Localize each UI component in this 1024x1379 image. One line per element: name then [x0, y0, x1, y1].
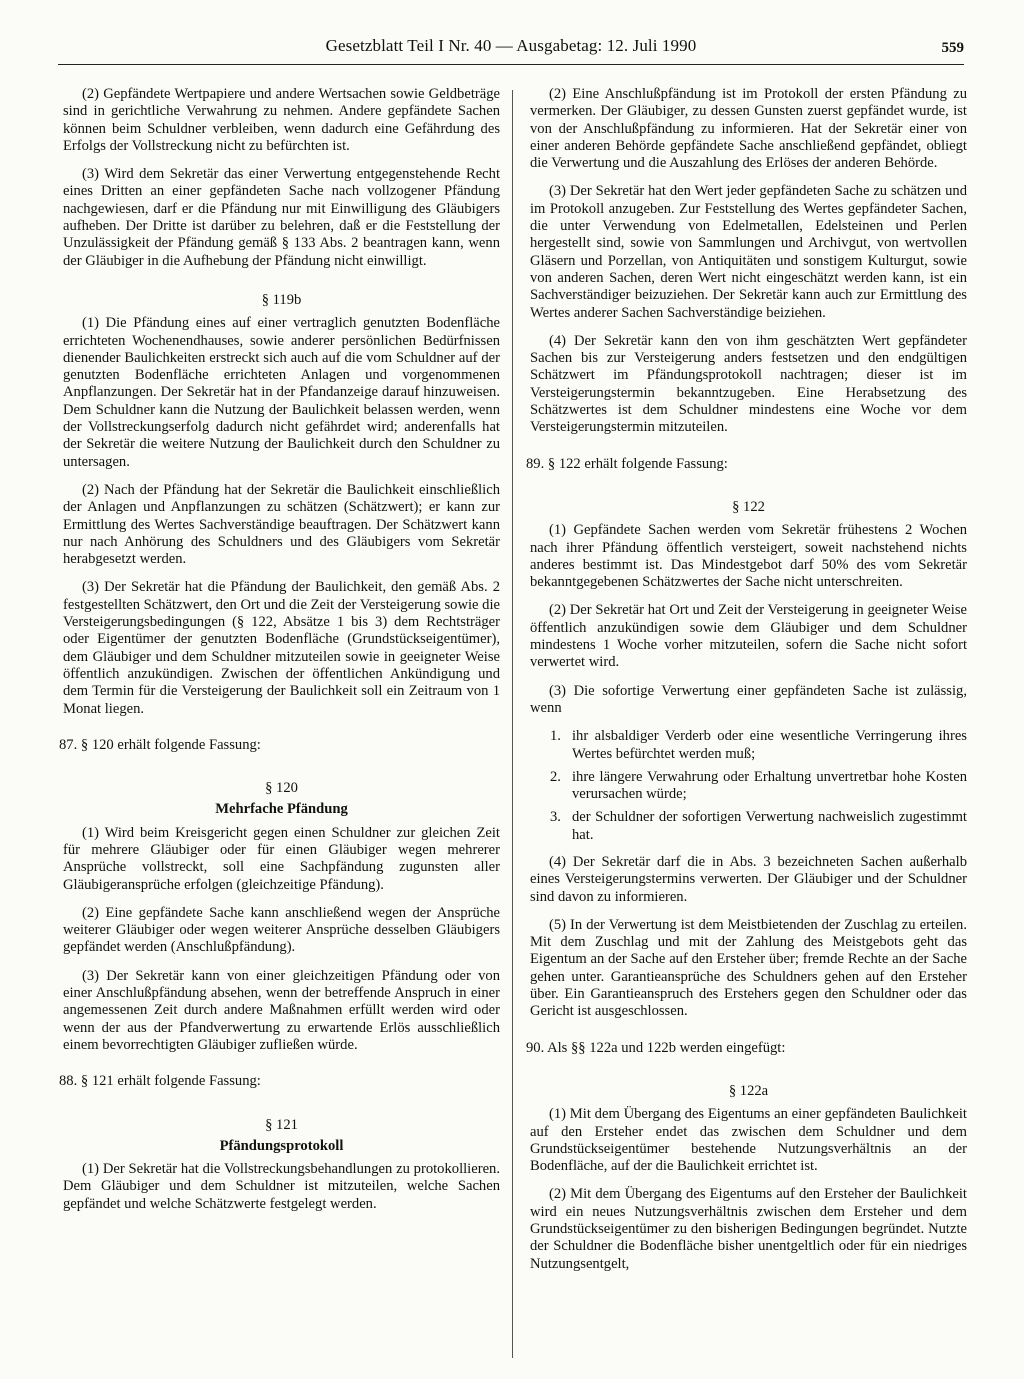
paragraph: (3) Die sofortige Verwertung einer gepfändeten Sache ist zulässig, wenn — [530, 682, 967, 716]
page-header — [58, 36, 964, 65]
amendment-instruction: 90. Als §§ 122a und 122b werden eingefügt: — [526, 1039, 786, 1056]
paragraph: (3) Der Sekretär kann von einer gleichzeitigen Pfändung oder von einer Anschlußpfändung absehen, wenn der betreffende Anspruch in einer angemessenen Zeit durch andere Maßnahmen erfüllt werden wird oder wenn der aus der Pfandverwertung zu erwartende Erlös ausschließlich einem bevorrechtigten Gläubiger zufließen würde. — [63, 967, 500, 1053]
section-title: Mehrfache Pfändung — [215, 801, 348, 818]
section-heading: § 120 — [265, 780, 298, 797]
paragraph: (2) Gepfändete Wertpapiere und andere Wertsachen sowie Geldbeträge sind in gerichtliche Verwahrung zu nehmen. Andere gepfändete Sachen können beim Schuldner verbleiben, wenn dadurch eine Gefährdung des Erfolgs der Vollstreckung nicht zu befürchten ist. — [63, 86, 500, 154]
paragraph: (1) Mit dem Übergang des Eigentums an einer gepfändeten Baulichkeit auf den Ersteher endet das zwischen dem Schuldner und dem Grundstückseigentümer bestehende Nutzungsverhältnis an der Bodenfläche, auf der die Baulichkeit errichtet ist. — [530, 1106, 967, 1175]
paragraph: (2) Nach der Pfändung hat der Sekretär die Baulichkeit einschließlich der Anlagen und Anpflanzungen zu schätzen (Schätzwert); er kann zur Ermittlung des Wertes Sachverständige beauftragen. Der Schätzwert kann nur nach Anhörung des Schuldners und des Gläubigers vom Sekretär herabgesetzt werden. — [63, 481, 500, 568]
paragraph: (2) Mit dem Übergang des Eigentums auf den Ersteher der Baulichkeit wird ein neues Nutzungsverhältnis zwischen dem Ersteher und dem Grundstückseigentümer zu den bisherigen Bedingungen begründet. Nutzte der Schuldner die Bodenfläche bisher unentgeltlich oder für ein niedriges Nutzungsentgelt, — [530, 1186, 967, 1272]
list-item — [530, 728, 967, 763]
paragraph: (5) In der Verwertung ist dem Meistbietenden der Zuschlag zu erteilen. Mit dem Zuschlag und mit der Zahlung des Meistgebots geht das Eigentum an der Sache auf den Ersteher über; fremde Rechte an der Sache gehen unter. Garantieansprüche des Schuldners gehen auf den Ersteher über. Ein Garantieanspruch des Erstehers gegen den Schuldner oder das Gericht ist ausgeschlossen. — [530, 916, 967, 1020]
section-title: Pfändungsprotokoll — [219, 1137, 344, 1154]
column-divider — [512, 90, 513, 1358]
paragraph: (1) Die Pfändung eines auf einer vertraglich genutzten Bodenfläche errichteten Wochenendhauses, sowie anderer persönlichen Bedürfnissen dienender Baulichkeiten erstreckt sich auch auf die vom Schuldner auf der genutzten Bodenfläche errichteten Anlagen und vorgenommenen Anpflanzungen. Der Sekretär hat in der Pfandanzeige darauf hinzuweisen. Dem Schuldner kann die Nutzung der Baulichkeit belassen werden, wenn der Vollstreckungserfolg dadurch nicht gefährdet wird; anderenfalls hat der Sekretär die weitere Nutzung der Baulichkeit durch den Schuldner zu untersagen. — [63, 315, 500, 470]
list-item-text: der Schuldner der sofortigen Verwertung nachweislich zugestimmt hat. — [572, 809, 967, 843]
paragraph: (4) Der Sekretär kann den von ihm geschätzten Wert gepfändeter Sachen bis zur Versteigerung anders festsetzen und den endgültigen Schätzwert im Pfändungsprotokoll nachtragen; dieser ist im Versteigerungstermin bekanntzugeben. Eine Herabsetzung des Schätzwertes ist dem Schuldner mindestens eine Woche vor dem Versteigerungstermin mitzuteilen. — [530, 332, 967, 436]
paragraph: (2) Eine gepfändete Sache kann anschließend wegen der Ansprüche weiterer Gläubiger oder wegen weiterer Ansprüche desselben Gläubigers gepfändet werden (Anschlußpfändung). — [63, 904, 500, 956]
header-title: Gesetzblatt Teil I Nr. 40 — Ausgabetag: 12. Juli 1990 — [325, 36, 697, 55]
list-item — [530, 769, 967, 804]
paragraph: (3) Der Sekretär hat die Pfändung der Baulichkeit, den gemäß Abs. 2 festgestellten Schätzwert, den Ort und die Zeit der Versteigerung sowie die Versteigerungsbedingungen (§ 122, Absätze 1 bis 3) dem Rechtsträger oder Eigentümer der genutzten Bodenfläche (Grundstückseigentümer), dem Gläubiger und dem Schuldner mitzuteilen sowie in geeigneter Weise öffentlich anzukündigen. Zwischen der öffentlichen Ankündigung und dem Termin für die Versteigerung der Baulichkeit soll ein Zeitraum von 1 Monat liegen. — [63, 579, 500, 717]
section-heading: § 122a — [728, 1082, 769, 1099]
section-heading: § 121 — [265, 1116, 298, 1133]
section-122a — [530, 1083, 967, 1273]
left-column — [59, 86, 500, 1224]
list-item-text: ihre längere Verwahrung oder Erhaltung unvertretbar hohe Kosten verursachen würde; — [572, 768, 967, 803]
paragraph: (3) Wird dem Sekretär das einer Verwertung entgegenstehende Recht eines Dritten an einer gepfändeten Sache nach vollzogener Pfändung nachgewiesen, darf er die Pfändung nur mit Einwilligung des Gläubigers aufheben. Der Dritte ist darüber zu belehren, daß er die Feststellung der Unzulässigkeit der Pfändung gemäß § 133 Abs. 2 beantragen kann, wenn der Gläubiger in die Aufhebung der Pfändung nicht einwilligt. — [63, 166, 500, 269]
paragraph: (4) Der Sekretär darf die in Abs. 3 bezeichneten Sachen außerhalb eines Versteigerungstermins verwerten. Der Gläubiger und der Schuldner sind davon zu informieren. — [530, 853, 967, 905]
paragraph: (1) Gepfändete Sachen werden vom Sekretär frühestens 2 Wochen nach ihrer Pfändung öffentlich versteigert, soweit nachstehend nichts anderes bestimmt ist. Das Mindestgebot darf 50% des vom Sekretär bekanntgegebenen Schätzwertes der Sache nicht unterschreiten. — [530, 522, 967, 591]
paragraph: (1) Wird beim Kreisgericht gegen einen Schuldner zur gleichen Zeit für mehrere Gläubiger oder für einen Gläubiger wegen mehrerer Ansprüche vollstreckt, soll eine Sachpfändung zugunsten aller Gläubigeransprüche erfolgen (gleichzeitige Pfändung). — [63, 824, 500, 893]
amendment-instruction: 87. § 120 erhält folgende Fassung: — [59, 736, 261, 753]
list-item-number: 3. — [550, 809, 561, 826]
section-121 — [63, 1117, 500, 1213]
list-item — [530, 809, 967, 844]
section-heading: § 122 — [732, 498, 765, 515]
section-120 — [63, 780, 500, 1054]
paragraph: (1) Der Sekretär hat die Vollstreckungsbehandlungen zu protokollieren. Dem Gläubiger und dem Schuldner ist mitzuteilen, welche Sachen gepfändet und welche Schätzwerte festgelegt werden. — [63, 1161, 500, 1212]
amendment-instruction: 88. § 121 erhält folgende Fassung: — [59, 1073, 261, 1090]
paragraph: (2) Der Sekretär hat Ort und Zeit der Versteigerung in geeigneter Weise öffentlich anzukündigen sowie dem Gläubiger und dem Schuldner mindestens 1 Woche vorher mitzuteilen, sofern die Sache nicht sofort verwertet wird. — [530, 602, 967, 671]
list-item-text: ihr alsbaldiger Verderb oder eine wesentliche Verringerung ihres Wertes befürchtet werden muß; — [572, 728, 967, 762]
condition-list — [530, 728, 967, 844]
section-119b — [63, 292, 500, 718]
amendment-instruction: 89. § 122 erhält folgende Fassung: — [526, 455, 728, 472]
section-heading: § 119b — [261, 291, 302, 308]
right-column — [526, 86, 967, 1284]
section-122 — [530, 499, 967, 1021]
list-item-number: 2. — [550, 768, 561, 785]
paragraph: (2) Eine Anschlußpfändung ist im Protokoll der ersten Pfändung zu vermerken. Der Gläubiger, zu dessen Gunsten zuerst gepfändet wurde, ist von der Anschlußpfändung zu informieren. Hat der Sekretär einer von einer anderen Behörde gepfändete Sache anschließend gepfändet, obliegt die Verwertung und die Auszahlung des Erlöses der anderen Behörde. — [530, 86, 967, 172]
list-item-number: 1. — [550, 728, 561, 745]
paragraph: (3) Der Sekretär hat den Wert jeder gepfändeten Sache zu schätzen und im Protokoll anzugeben. Zur Feststellung des Wertes gepfändeter Sachen, die unter Verwendung von Edelmetallen, Edelsteinen und Perlen hergestellt sind, sowie von Sammlungen und Archivgut, von wertvollen Gläsern und Porzellan, von Antiquitäten und sonstigem Kulturgut, sowie von anderen Sachen, deren Wert nicht eingeschätzt werden kann, ist ein Sachverständiger beizuziehen. Der Sekretär kann auch zur Ermittlung des Wertes anderer Sachen Sachverständige beiziehen. — [530, 183, 967, 321]
page-number: 559 — [941, 40, 964, 56]
